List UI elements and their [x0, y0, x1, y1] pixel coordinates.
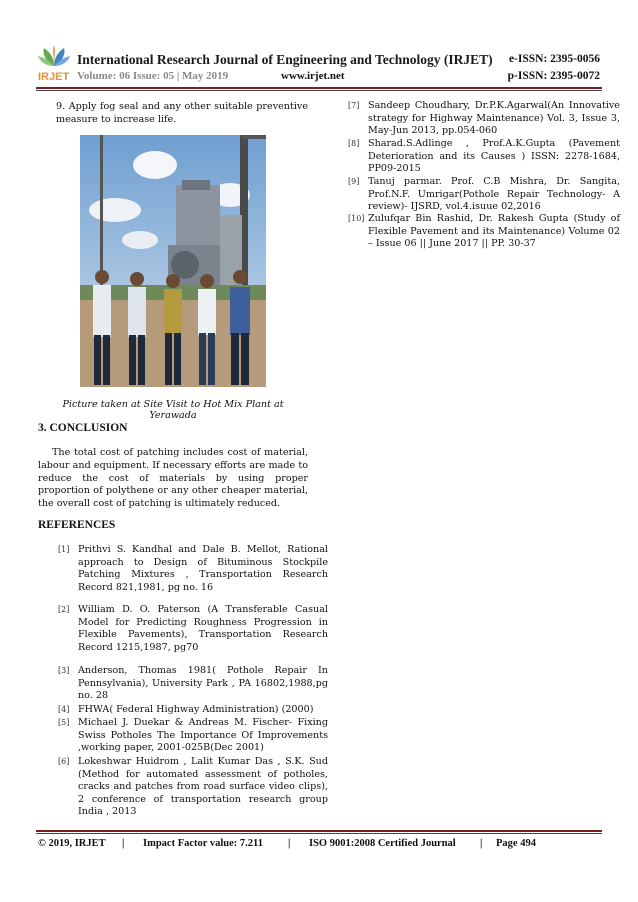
footer-separator: | — [480, 838, 483, 849]
footer-copyright: © 2019, IRJET — [38, 838, 106, 849]
conclusion-body: The total cost of patching includes cost of material, labour and equipment. If necessary efforts are made to reduce the cost of materials by using proper proportion of polythene or any other cheaper material, the overall cost of patching is ultimately reduced. — [38, 447, 308, 510]
footer-impact-factor: Impact Factor value: 7.211 — [143, 838, 263, 849]
footer-separator: | — [288, 838, 291, 849]
reference-number: [7] — [348, 101, 360, 110]
reference-number: [8] — [348, 139, 360, 148]
header-rule — [36, 87, 602, 89]
reference-text: Sandeep Choudhary, Dr.P.K.Agarwal(An Innovative strategy for Highway Maintenance) Vol. 3, Issue 3, May-Jun 2013, pp.054-060 — [368, 100, 620, 137]
reference-number: [9] — [348, 177, 360, 186]
footer-iso: ISO 9001:2008 Certified Journal — [309, 838, 456, 849]
figure-caption: Picture taken at Site Visit to Hot Mix Plant at Yerawada — [62, 399, 284, 421]
site-visit-photo — [80, 135, 266, 387]
reference-number: [2] — [58, 605, 70, 614]
references-heading: REFERENCES — [38, 519, 116, 531]
reference-number: [1] — [58, 545, 70, 554]
volume-issue: Volume: 06 Issue: 05 | May 2019 — [77, 70, 229, 82]
footer-page-number: Page 494 — [496, 838, 536, 849]
footer-separator: | — [122, 838, 125, 849]
reference-number: [3] — [58, 666, 70, 675]
header-rule-thin — [36, 90, 602, 91]
journal-logo — [36, 44, 72, 84]
website-link[interactable]: www.irjet.net — [281, 70, 345, 82]
footer-rule-thin — [36, 833, 602, 834]
reference-number: [10] — [348, 214, 365, 223]
reference-text: Zulufqar Bin Rashid, Dr. Rakesh Gupta (Study of Flexible Pavement and its Maintenance) Volume 02 – Issue 06 || June 2017 || PP. 30-37 — [368, 213, 620, 250]
reference-text: FHWA( Federal Highway Administration) (2000) — [78, 704, 314, 715]
reference-text: Tanuj parmar. Prof. C.B Mishra, Dr. Sangita, Prof.N.F. Umrigar(Pothole Repair Technology- A review)- IJSRD, vol.4.isuue 02,2016 — [368, 176, 620, 213]
logo-text: IRJET — [38, 71, 70, 83]
eissn: e-ISSN: 2395-0056 — [508, 53, 600, 65]
journal-title: International Research Journal of Engineering and Technology (IRJET) — [77, 52, 493, 67]
reference-text: Michael J. Duekar & Andreas M. Fischer- Fixing Swiss Potholes The Importance Of Improvements ,working paper, 2001-025B(Dec 2001) — [78, 717, 328, 754]
reference-text: Anderson, Thomas 1981( Pothole Repair In Pennsylvania), University Park , PA 16802,1988,pg no. 28 — [78, 665, 328, 702]
reference-text: William D. O. Paterson (A Transferable Casual Model for Predicting Roughness Progression in Flexible Pavements), Transportation Research Record 1215,1987, pg70 — [78, 604, 328, 653]
site-visit-photo-image — [80, 135, 266, 387]
reference-text: Sharad.S.Adlinge , Prof.A.K.Gupta (Pavement Deterioration and its Causes ) ISSN: 2278-1684, PP09-2015 — [368, 138, 620, 175]
reference-number: [4] — [58, 705, 70, 714]
list-item-9: 9. Apply fog seal and any other suitable preventive measure to increase life. — [56, 101, 308, 125]
reference-number: [6] — [58, 757, 70, 766]
footer-rule — [36, 830, 602, 832]
conclusion-heading: 3. CONCLUSION — [38, 422, 128, 434]
reference-text: Lokeshwar Huidrom , Lalit Kumar Das , S.K. Sud (Method for automated assessment of potholes, cracks and patches from road surface video clips), 2 conference of transportation research group India , 2013 — [78, 756, 328, 818]
pissn: p-ISSN: 2395-0072 — [507, 70, 600, 82]
reference-number: [5] — [58, 718, 70, 727]
reference-text: Prithvi S. Kandhal and Dale B. Mellot, Rational approach to Design of Bituminous Stockpile Patching Mixtures , Transportation Research Record 821,1981, pg no. 16 — [78, 544, 328, 593]
